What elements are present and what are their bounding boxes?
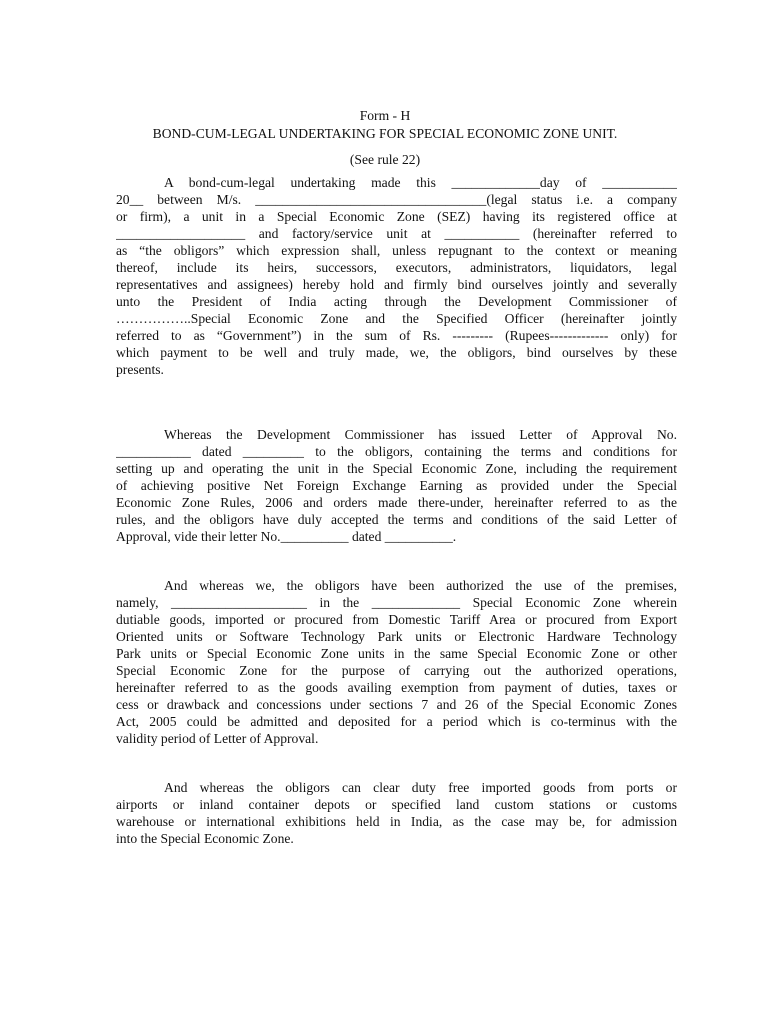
paragraph-line: Whereas the Development Commissioner has issued Letter of Approval No. xyxy=(164,427,677,442)
paragraph-line: namely, ____________________ in the _____________ Special Economic Zone wherein xyxy=(116,595,677,610)
paragraph-line: warehouse or international exhibitions held in India, as the case may be, for admission xyxy=(116,814,677,829)
paragraph-line: which payment to be well and truly made, we, the obligors, bind ourselves by these xyxy=(116,345,677,360)
paragraph-line: hereinafter referred to as the goods availing exemption from payment of duties, taxes or xyxy=(116,680,677,695)
paragraph-line: ___________________ and factory/service unit at ___________ (hereinafter referred to xyxy=(116,226,677,241)
paragraph-line: referred to as “Government”) in the sum of Rs. --------- (Rupees------------- only) for xyxy=(116,328,677,343)
paragraph-line: 20__ between M/s. __________________________________(legal status i.e. a company xyxy=(116,192,677,207)
form-label: Form - H xyxy=(359,108,411,123)
paragraph-line: Act, 2005 could be admitted and deposited for a period which is co-terminus with the xyxy=(116,714,677,729)
paragraph-line: Approval, vide their letter No.__________ dated __________. xyxy=(116,529,457,544)
rule-reference: (See rule 22) xyxy=(349,152,421,167)
paragraph-line: validity period of Letter of Approval. xyxy=(116,731,319,746)
paragraph-line: dutiable goods, imported or procured from Domestic Tariff Area or procured from Export xyxy=(116,612,677,627)
paragraph-bond-intro xyxy=(116,174,677,378)
paragraph-line: Oriented units or Software Technology Park units or Electronic Hardware Technology xyxy=(116,629,677,644)
paragraph-line: A bond-cum-legal undertaking made this _____________day of ___________ xyxy=(164,175,677,190)
paragraph-line: ……………..Special Economic Zone and the Specified Officer (hereinafter jointly xyxy=(116,311,677,326)
paragraph-line: rules, and the obligors have duly accepted the terms and conditions of the said Letter of xyxy=(116,512,677,527)
paragraph-letter-of-approval xyxy=(116,426,677,545)
paragraph-line: into the Special Economic Zone. xyxy=(116,831,294,846)
paragraph-line: thereof, include its heirs, successors, executors, administrators, liquidators, legal xyxy=(116,260,677,275)
paragraph-line: Special Economic Zone for the purpose of carrying out the authorized operations, xyxy=(116,663,677,678)
paragraph-line: And whereas the obligors can clear duty free imported goods from ports or xyxy=(164,780,677,795)
paragraph-line: And whereas we, the obligors have been authorized the use of the premises, xyxy=(164,578,677,593)
paragraph-line: as “the obligors” which expression shall, unless repugnant to the context or meaning xyxy=(116,243,677,258)
paragraph-line: cess or drawback and concessions under sections 7 and 26 of the Special Economic Zones xyxy=(116,697,677,712)
paragraph-duty-free-clearance xyxy=(116,779,677,847)
paragraph-line: Park units or Special Economic Zone units in the same Special Economic Zone or other xyxy=(116,646,677,661)
paragraph-line: or firm), a unit in a Special Economic Zone (SEZ) having its registered office at xyxy=(116,209,677,224)
paragraph-line: airports or inland container depots or specified land custom stations or customs xyxy=(116,797,677,812)
paragraph-line: presents. xyxy=(116,362,164,377)
paragraph-premises xyxy=(116,577,677,747)
paragraph-line: setting up and operating the unit in the Special Economic Zone, including the requirement xyxy=(116,461,677,476)
paragraph-line: unto the President of India acting through the Development Commissioner of xyxy=(116,294,677,309)
paragraph-line: ___________ dated _________ to the obligors, containing the terms and conditions for xyxy=(116,444,677,459)
paragraph-line: Economic Zone Rules, 2006 and orders made there-under, hereinafter referred to as the xyxy=(116,495,677,510)
document-title: BOND-CUM-LEGAL UNDERTAKING FOR SPECIAL ECONOMIC ZONE UNIT. xyxy=(152,126,618,141)
paragraph-line: of achieving positive Net Foreign Exchange Earning as provided under the Special xyxy=(116,478,677,493)
paragraph-line: representatives and assignees) hereby hold and firmly bind ourselves jointly and severally xyxy=(116,277,677,292)
